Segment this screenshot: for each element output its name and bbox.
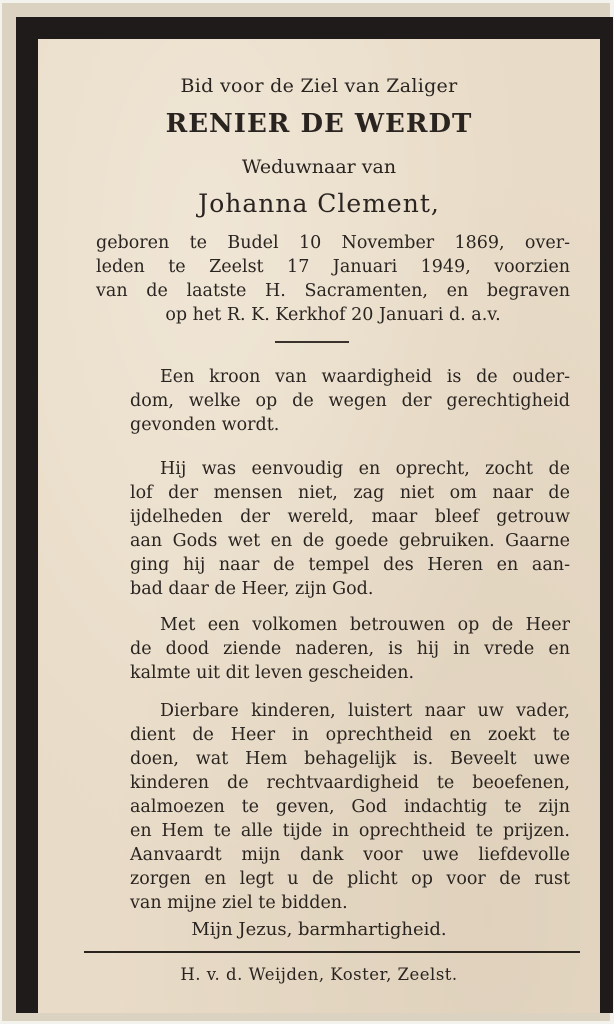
paragraph-4	[130, 699, 570, 915]
text-line: lof der mensen niet, zag niet om naar de	[130, 483, 570, 503]
bio-line: van de laatste H. Sacramenten, en begraven	[96, 281, 570, 301]
text-line: kinderen de rechtvaardigheid te beoefenen,	[130, 773, 570, 793]
bio-line: leden te Zeelst 17 Januari 1949, voorzien	[96, 257, 570, 277]
text-line: aalmoezen te geven, God indachtig te zijn	[130, 797, 570, 817]
text-line: Hij was eenvoudig en oprecht, zocht de	[160, 459, 570, 479]
section-divider	[275, 341, 349, 343]
closing-prayer: Mijn Jezus, barmhartigheid.	[191, 919, 447, 940]
text-line: Met een volkomen betrouwen op de Heer	[160, 615, 570, 635]
text-line: doen, wat Hem behagelijk is. Beveelt uwe	[130, 749, 570, 769]
text-line: ging hij naar de tempel des Heren en aan-	[130, 555, 570, 575]
text-line: gevonden wordt.	[130, 415, 280, 435]
text-line: Dierbare kinderen, luistert naar uw vader,	[160, 701, 570, 721]
text-line: ijdelheden der wereld, maar bleef getrouw	[130, 507, 570, 527]
paragraph-3	[130, 613, 570, 685]
text-line: kalmte uit dit leven gescheiden.	[130, 663, 415, 683]
text-line: Een kroon van waardigheid is de ouder-	[160, 367, 570, 387]
text-line: zorgen en legt u de plicht op voor de rust	[130, 869, 570, 889]
text-line: dom, welke op de wegen der gerechtigheid	[130, 391, 570, 411]
deceased-name: RENIER DE WERDT	[165, 109, 473, 139]
text-line: van mijne ziel te bidden.	[130, 893, 348, 913]
memorial-card	[2, 3, 610, 1021]
printer-credit: H. v. d. Weijden, Koster, Zeelst.	[180, 965, 458, 984]
relation-line: Weduwnaar van	[241, 156, 397, 178]
text-line: en Hem te alle tijde in oprechtheid te prijzen.	[130, 821, 570, 841]
text-line: dient de Heer in oprechtheid en zoekt te	[130, 725, 570, 745]
bio-line: geboren te Budel 10 November 1869, over-	[96, 233, 570, 253]
biography-block	[96, 231, 570, 327]
text-line: aan Gods wet en de goede gebruiken. Gaarne	[130, 531, 570, 551]
text-line: bad daar de Heer, zijn God.	[130, 579, 374, 599]
mourning-border	[16, 17, 613, 1013]
paragraph-1	[130, 365, 570, 437]
intro-line: Bid voor de Ziel van Zaliger	[180, 75, 458, 97]
text-line: Aanvaardt mijn dank voor uwe liefdevolle	[130, 845, 570, 865]
bio-line: op het R. K. Kerkhof 20 Januari d. a.v.	[165, 305, 501, 325]
footer-rule	[84, 951, 580, 953]
card-content	[38, 39, 600, 1013]
text-line: de dood ziende naderen, is hij in vrede en	[130, 639, 570, 659]
card-paper	[38, 39, 600, 1013]
paragraph-2	[130, 457, 570, 601]
spouse-name: Johanna Clement,	[198, 189, 440, 218]
